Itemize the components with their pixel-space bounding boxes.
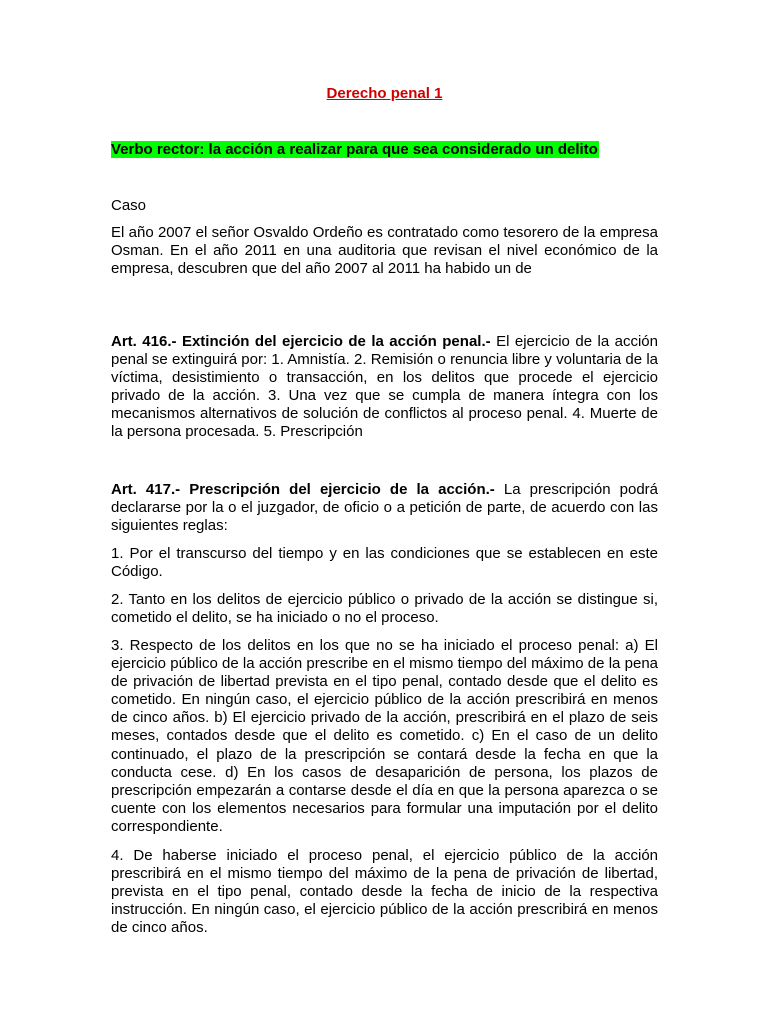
caso-heading: Caso [111,197,147,214]
article-417-heading: Art. 417.- Prescripción del ejercicio de la acción.- [111,481,495,498]
caso-paragraph: El año 2007 el señor Osvaldo Ordeño es contratado como tesorero de la empresa Osman. En el año 2011 en una auditoria que revisan el nivel económico de la empresa, descubren que del año 2007 al 2011 ha habido un de [111,224,658,278]
highlighted-definition: Verbo rector: la acción a realizar para que sea considerado un delito [111,141,598,158]
article-417-paragraph [111,481,658,535]
rule-item-3: 3. Respecto de los delitos en los que no se ha iniciado el proceso penal: a) El ejercicio público de la acción prescribe en el mismo tiempo del máximo de la pena de privación de libertad prevista en el tipo penal, contado desde que el delito es cometido. En ningún caso, el ejercicio público de la acción prescribirá en menos de cinco años. b) El ejercicio privado de la acción, prescribirá en el plazo de seis meses, contados desde que el delito es cometido. c) En el caso de un delito continuado, el plazo de la prescripción se contará desde la fecha en que la conducta cese. d) En los casos de desaparición de persona, los plazos de prescripción empezarán a contarse desde el día en que la persona aparezca o se cuente con los elementos necesarios para formular una imputación por el delito correspondiente. [111,637,658,835]
title-row [111,85,658,103]
rule-item-4: 4. De haberse iniciado el proceso penal, el ejercicio público de la acción prescribirá en el mismo tiempo del máximo de la pena de privación de libertad, prevista en el tipo penal, contado desde la fecha de inicio de la respectiva instrucción. En ningún caso, el ejercicio público de la acción prescribirá en menos de cinco años. [111,847,658,937]
highlight-row [111,141,599,159]
rule-item-2: 2. Tanto en los delitos de ejercicio público o privado de la acción se distingue si, cometido el delito, se ha iniciado o no el proceso. [111,591,658,627]
article-417-body: La prescripción podrá declararse por la o el juzgador, de oficio o a petición de parte, de acuerdo con las siguientes reglas: [111,481,658,535]
rule-item-1: 1. Por el transcurso del tiempo y en las condiciones que se establecen en este Código. [111,545,658,581]
document-title: Derecho penal 1 [326,85,443,102]
article-416-body: El ejercicio de la acción penal se extinguirá por: 1. Amnistía. 2. Remisión o renuncia libre y voluntaria de la víctima, desistimiento o transacción, en los delitos que procede el ejercicio privado de la acción. 3. Una vez que se cumpla de manera íntegra con los mecanismos alternativos de solución de conflictos al proceso penal. 4. Muerte de la persona procesada. 5. Prescripción [111,333,658,441]
article-416-heading: Art. 416.- Extinción del ejercicio de la acción penal.- [111,333,491,350]
article-416-paragraph [111,333,658,442]
